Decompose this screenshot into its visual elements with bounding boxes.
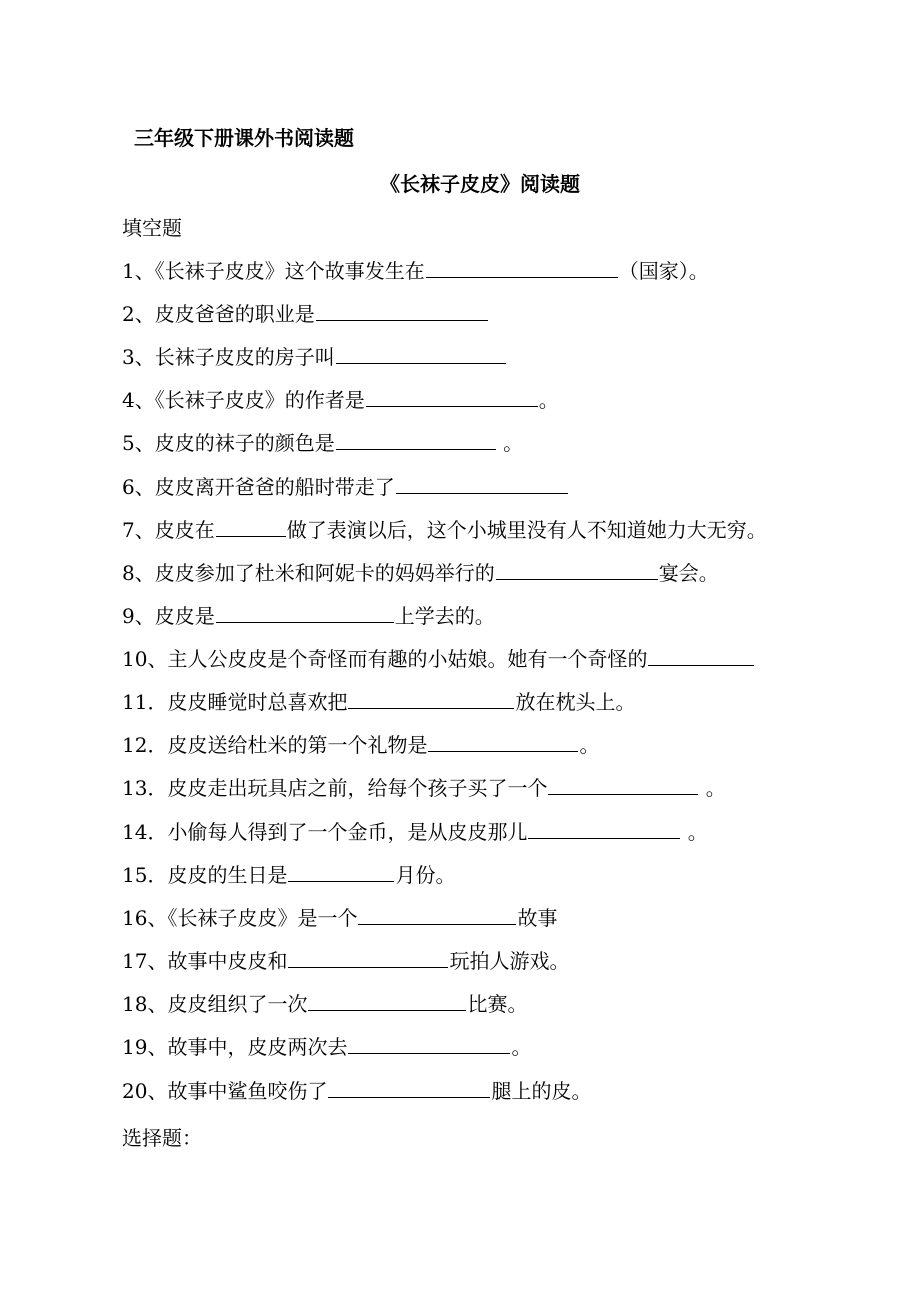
answer-blank[interactable]	[216, 516, 286, 537]
answer-blank[interactable]	[358, 904, 516, 925]
question-text: 15．皮皮的生日是	[122, 863, 288, 887]
answer-blank[interactable]	[348, 1033, 510, 1054]
question-11	[122, 688, 635, 715]
section-multiple-choice: 选择题：	[122, 1126, 202, 1150]
answer-blank[interactable]	[216, 602, 394, 623]
question-text: 13．皮皮走出玩具店之前，给每个孩子买了一个	[122, 776, 548, 800]
question-text: 19、故事中，皮皮两次去	[122, 1035, 348, 1059]
answer-blank[interactable]	[336, 429, 496, 450]
question-18	[122, 990, 527, 1017]
question-text: 17、故事中皮皮和	[122, 949, 288, 973]
question-text: 12．皮皮送给杜米的第一个礼物是	[122, 733, 428, 757]
answer-blank[interactable]	[396, 473, 568, 494]
question-text-after: 。	[681, 820, 708, 844]
question-text-after: 。	[579, 733, 600, 757]
section-fill-in-blank: 填空题	[122, 216, 182, 240]
question-14	[122, 818, 708, 845]
answer-blank[interactable]	[528, 818, 680, 839]
question-text: 1、《长袜子皮皮》这个故事发生在	[122, 259, 425, 283]
question-5	[122, 429, 523, 456]
answer-blank[interactable]	[548, 774, 698, 795]
question-7	[122, 516, 767, 543]
question-text-after: 放在枕头上。	[515, 690, 636, 714]
answer-blank[interactable]	[428, 731, 578, 752]
question-9	[122, 602, 495, 629]
question-text-after: 故事	[517, 906, 558, 930]
answer-blank[interactable]	[496, 559, 658, 580]
question-text-after: 做了表演以后，这个小城里没有人不知道她力大无穷。	[286, 518, 767, 542]
question-16	[122, 904, 557, 931]
question-text: 7、皮皮在	[122, 518, 215, 542]
question-text-after: 。	[496, 431, 524, 455]
answer-blank[interactable]	[648, 645, 754, 666]
answer-blank[interactable]	[328, 1077, 490, 1098]
question-text: 5、皮皮的袜子的颜色是	[122, 431, 335, 455]
question-text: 3、长袜子皮皮的房子叫	[122, 345, 335, 369]
question-text: 20、故事中鲨鱼咬伤了	[122, 1079, 328, 1103]
question-15	[122, 861, 455, 888]
question-text-after: 月份。	[395, 863, 456, 887]
answer-blank[interactable]	[308, 990, 466, 1011]
question-text: 14．小偷每人得到了一个金币，是从皮皮那儿	[122, 820, 528, 844]
question-text: 8、皮皮参加了杜米和阿妮卡的妈妈举行的	[122, 561, 495, 585]
question-text-after: 。	[511, 1035, 532, 1059]
question-text-after: 上学去的。	[394, 604, 495, 628]
question-text-after: 。	[699, 776, 726, 800]
question-text: 18、皮皮组织了一次	[122, 992, 308, 1016]
question-8	[122, 559, 719, 586]
answer-blank[interactable]	[316, 300, 488, 321]
answer-blank[interactable]	[288, 947, 448, 968]
question-text: 2、皮皮爸爸的职业是	[122, 302, 315, 326]
question-text: 6、皮皮离开爸爸的船时带走了	[122, 475, 395, 499]
answer-blank[interactable]	[426, 257, 618, 278]
question-text: 10、主人公皮皮是个奇怪而有趣的小姑娘。她有一个奇怪的	[122, 647, 648, 671]
question-text-after: 玩拍人游戏。	[449, 949, 570, 973]
answer-blank[interactable]	[288, 861, 394, 882]
question-13	[122, 774, 726, 801]
question-text: 11．皮皮睡觉时总喜欢把	[122, 690, 348, 714]
question-10	[122, 645, 755, 672]
book-title: 《长袜子皮皮》阅读题	[380, 172, 580, 196]
answer-blank[interactable]	[348, 688, 514, 709]
question-text-after: 比赛。	[467, 992, 528, 1016]
question-2	[122, 300, 489, 327]
question-19	[122, 1033, 531, 1060]
question-text: 16、《长袜子皮皮》是一个	[122, 906, 358, 930]
question-4	[122, 386, 559, 413]
question-12	[122, 731, 599, 758]
question-text-after: 宴会。	[658, 561, 719, 585]
answer-blank[interactable]	[366, 386, 538, 407]
question-text: 4、《长袜子皮皮》的作者是	[122, 388, 365, 412]
document-title: 三年级下册课外书阅读题	[134, 126, 354, 150]
question-text: 9、皮皮是	[122, 604, 215, 628]
question-3	[122, 343, 507, 370]
question-20	[122, 1077, 591, 1104]
question-1	[122, 257, 709, 284]
question-6	[122, 473, 569, 500]
question-text-after: （国家）。	[618, 259, 709, 283]
question-text-after: 腿上的皮。	[491, 1079, 592, 1103]
answer-blank[interactable]	[336, 343, 506, 364]
question-17	[122, 947, 569, 974]
question-text-after: 。	[538, 388, 559, 412]
